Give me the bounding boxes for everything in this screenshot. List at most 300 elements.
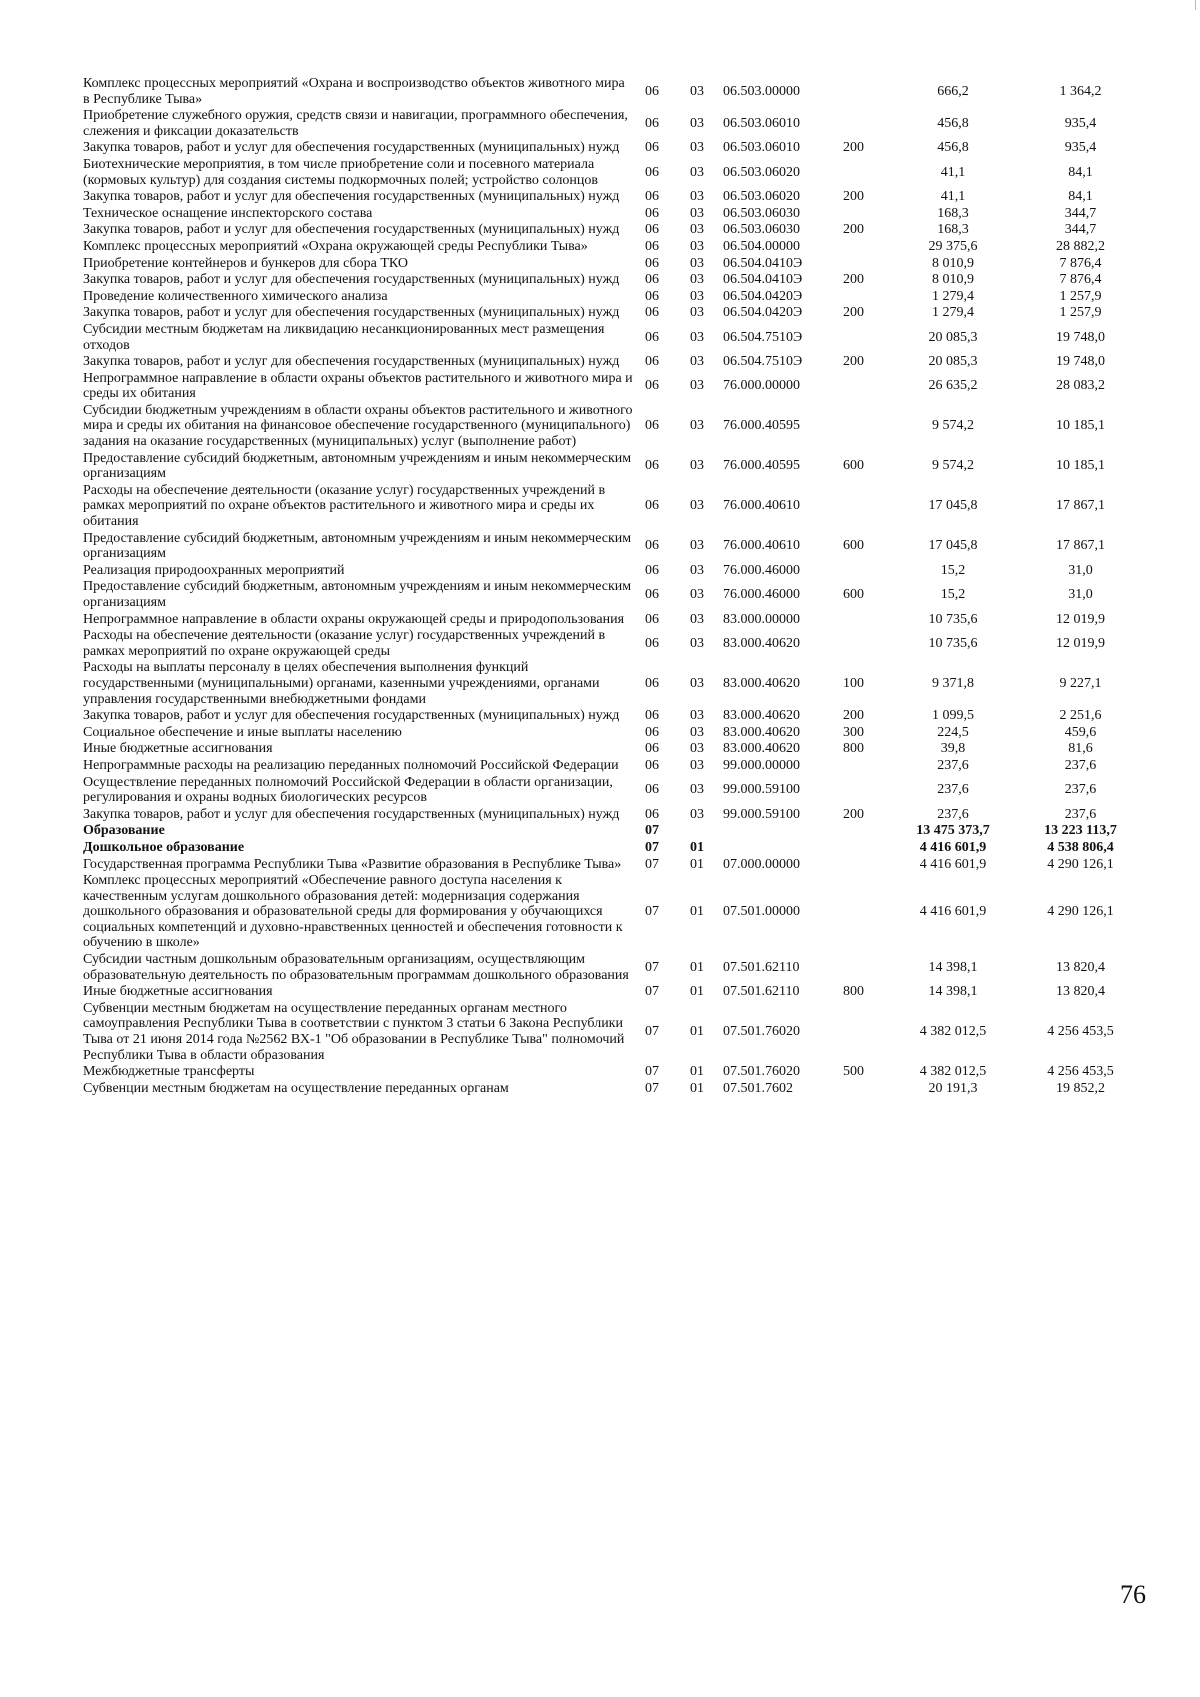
cell-target-article-code: 06.503.06020 — [723, 164, 800, 180]
cell-section-code: 06 — [645, 164, 659, 180]
cell-section-code: 06 — [645, 611, 659, 627]
cell-amount-year-1: 237,6 — [937, 782, 969, 798]
cell-amount-year-1: 666,2 — [937, 83, 969, 99]
table-row — [83, 403, 1148, 451]
cell-section-code: 06 — [645, 288, 659, 304]
cell-amount-year-2: 237,6 — [1064, 782, 1097, 798]
cell-amount-year-1: 456,8 — [937, 140, 969, 156]
cell-section-code: 06 — [645, 140, 659, 156]
cell-target-article-code: 76.000.40595 — [723, 418, 800, 434]
cell-section-code: 06 — [645, 205, 659, 221]
cell-amount-year-1: 20 191,3 — [928, 1080, 978, 1096]
cell-section-code: 07 — [645, 839, 659, 855]
table-row — [83, 823, 1148, 840]
cell-subsection-code: 03 — [690, 305, 704, 321]
cell-section-code: 07 — [645, 1080, 659, 1096]
cell-name: Непрограммное направление в области охраны окружающей среды и природопользования — [83, 611, 625, 627]
cell-amount-year-2: 31,0 — [1068, 587, 1093, 603]
cell-subsection-code: 01 — [690, 959, 704, 975]
cell-amount-year-1: 237,6 — [937, 757, 969, 773]
cell-name: Субвенции местным бюджетам на осуществление переданных органам местного самоуправления Республики Тыва в соответствии с пунктом 3 статьи 6 Закона Республики Тыва от 21 июня 2014 года №2562 ВХ-1 "Об образовании в Республике Тыва" полномочий Республики Тыва в области образования — [83, 1000, 625, 1063]
cell-amount-year-2: 935,4 — [1064, 115, 1097, 131]
cell-expense-type-code: 500 — [843, 1064, 864, 1080]
cell-name: Образование — [83, 823, 165, 839]
cell-target-article-code: 06.503.06010 — [723, 140, 800, 156]
cell-subsection-code: 03 — [690, 782, 704, 798]
cell-section-code: 06 — [645, 83, 659, 99]
cell-name: Осуществление переданных полномочий Российской Федерации в области организации, регулирования и охраны водных биологических ресурсов — [83, 774, 613, 806]
cell-amount-year-2: 13 223 113,7 — [1044, 823, 1117, 839]
table-row — [83, 531, 1148, 563]
cell-amount-year-2: 935,4 — [1064, 140, 1097, 156]
cell-expense-type-code: 200 — [843, 708, 864, 724]
cell-target-article-code: 06.503.06020 — [723, 189, 800, 205]
table-row — [83, 371, 1148, 403]
cell-target-article-code: 07.501.76020 — [723, 1064, 800, 1080]
table-row — [83, 708, 1148, 725]
cell-name: Иные бюджетные ассигнования — [83, 984, 273, 1000]
cell-amount-year-2: 13 820,4 — [1056, 959, 1105, 975]
cell-name: Комплекс процессных мероприятий «Обеспечение равного доступа населения к качественным услугам дошкольного образования детей: модернизация содержания дошкольного образования и образовательной среды для формирования у обучающихся социальных компетенций и духовно-нравственных ценностей и обеспечения готовности к обучению в школе» — [83, 873, 623, 951]
table-row — [83, 451, 1148, 483]
cell-name: Межбюджетные трансферты — [83, 1064, 255, 1080]
cell-name: Непрограммные расходы на реализацию переданных полномочий Российской Федерации — [83, 757, 619, 773]
cell-amount-year-2: 19 748,0 — [1056, 329, 1105, 345]
table-row — [83, 272, 1148, 289]
table-row — [83, 952, 1148, 984]
cell-amount-year-2: 237,6 — [1064, 757, 1097, 773]
cell-name: Закупка товаров, работ и услуг для обеспечения государственных (муниципальных) нужд — [83, 806, 620, 822]
cell-subsection-code: 03 — [690, 418, 704, 434]
cell-section-code: 06 — [645, 305, 659, 321]
cell-name: Субвенции местным бюджетам на осуществление переданных органам — [83, 1080, 509, 1096]
cell-name: Закупка товаров, работ и услуг для обеспечения государственных (муниципальных) нужд — [83, 222, 620, 238]
cell-amount-year-1: 20 085,3 — [928, 329, 978, 345]
cell-target-article-code: 99.000.59100 — [723, 806, 800, 822]
table-row — [83, 256, 1148, 273]
cell-subsection-code: 03 — [690, 538, 704, 554]
cell-amount-year-2: 81,6 — [1068, 741, 1093, 757]
cell-expense-type-code: 200 — [843, 354, 864, 370]
cell-amount-year-1: 41,1 — [940, 164, 966, 180]
budget-table — [83, 76, 1148, 1097]
cell-section-code: 06 — [645, 538, 659, 554]
cell-subsection-code: 03 — [690, 757, 704, 773]
cell-section-code: 07 — [645, 904, 659, 920]
table-row — [83, 741, 1148, 758]
cell-expense-type-code — [843, 857, 893, 874]
cell-section-code: 06 — [645, 635, 659, 651]
cell-subsection-code: 03 — [690, 724, 704, 740]
cell-amount-year-2: 4 256 453,5 — [1047, 1064, 1114, 1080]
table-row — [83, 1081, 1148, 1098]
cell-section-code: 06 — [645, 189, 659, 205]
cell-amount-year-2: 4 290 126,1 — [1047, 856, 1114, 872]
table-row — [83, 483, 1148, 531]
table-row — [83, 222, 1148, 239]
cell-expense-type-code — [843, 758, 893, 775]
cell-section-code: 06 — [645, 757, 659, 773]
cell-expense-type-code: 800 — [843, 741, 864, 757]
cell-name: Закупка товаров, работ и услуг для обеспечения государственных (муниципальных) нужд — [83, 708, 620, 724]
cell-name: Приобретение служебного оружия, средств связи и навигации, программного обеспечения, слежения и фиксации доказательств — [83, 108, 628, 139]
cell-target-article-code: 06.503.06010 — [723, 115, 800, 131]
cell-expense-type-code: 200 — [843, 222, 864, 238]
cell-amount-year-2: 17 867,1 — [1056, 538, 1105, 554]
cell-target-article-code: 07.000.00000 — [723, 856, 800, 872]
cell-name: Предоставление субсидий бюджетным, автономным учреждениям и иным некоммерческим организациям — [83, 579, 632, 610]
scan-mark — [1195, 0, 1196, 10]
cell-section-code: 06 — [645, 498, 659, 514]
cell-name: Комплекс процессных мероприятий «Охрана и воспроизводство объектов животного мира в Республике Тыва» — [83, 76, 625, 107]
cell-section-code: 06 — [645, 329, 659, 345]
cell-section-code: 06 — [645, 238, 659, 254]
cell-subsection-code: 03 — [690, 329, 704, 345]
cell-target-article-code: 07.501.7602 — [723, 1080, 793, 1096]
cell-target-article-code: 83.000.40620 — [723, 724, 800, 740]
cell-target-article-code: 06.504.0410Э — [723, 255, 803, 271]
cell-amount-year-1: 168,3 — [937, 205, 969, 221]
cell-target-article-code: 07.501.76020 — [723, 1024, 800, 1040]
table-row — [83, 984, 1148, 1001]
cell-subsection-code: 03 — [690, 562, 704, 578]
cell-amount-year-1: 39,8 — [940, 741, 966, 757]
cell-subsection-code: 01 — [690, 1024, 704, 1040]
cell-amount-year-2: 84,1 — [1068, 164, 1093, 180]
cell-name: Субсидии бюджетным учреждениям в области охраны объектов растительного и животного мира и среды их обитания на финансовое обеспечение государственного (муниципального) задания на оказание государственных (муниципальных) услуг (выполнение работ) — [83, 402, 633, 450]
cell-section-code: 06 — [645, 272, 659, 288]
table-row — [83, 612, 1148, 629]
table-row — [83, 354, 1148, 371]
cell-target-article-code: 06.503.00000 — [723, 83, 800, 99]
cell-amount-year-2: 84,1 — [1068, 189, 1093, 205]
cell-expense-type-code — [843, 952, 893, 984]
cell-name: Расходы на обеспечение деятельности (оказание услуг) государственных учреждений в рамках мероприятий по охране объектов растительного и животного мира и среды их обитания — [83, 482, 606, 530]
cell-target-article-code — [723, 840, 843, 857]
table-row — [83, 758, 1148, 775]
cell-name: Иные бюджетные ассигнования — [83, 741, 273, 757]
cell-section-code: 07 — [645, 823, 659, 839]
cell-subsection-code: 03 — [690, 205, 704, 221]
cell-amount-year-1: 9 574,2 — [932, 458, 974, 474]
cell-section-code: 06 — [645, 806, 659, 822]
cell-amount-year-1: 224,5 — [937, 724, 969, 740]
cell-name: Биотехнические мероприятия, в том числе приобретение соли и посевного материала (кормовых культур) для создания системы подкормочных полей; устройство солонцов — [83, 156, 599, 188]
cell-subsection-code: 03 — [690, 164, 704, 180]
cell-amount-year-1: 13 475 373,7 — [916, 823, 990, 839]
cell-target-article-code: 83.000.40620 — [723, 635, 800, 651]
cell-name: Реализация природоохранных мероприятий — [83, 562, 345, 578]
cell-amount-year-1: 17 045,8 — [928, 538, 978, 554]
table-row — [83, 660, 1148, 708]
cell-expense-type-code — [843, 483, 893, 531]
table-row — [83, 157, 1148, 189]
cell-subsection-code — [671, 823, 723, 840]
table-row — [83, 807, 1148, 824]
cell-amount-year-2: 19 852,2 — [1056, 1080, 1105, 1096]
cell-target-article-code: 99.000.00000 — [723, 757, 800, 773]
table-row — [83, 305, 1148, 322]
cell-subsection-code: 01 — [690, 856, 704, 872]
cell-amount-year-1: 15,2 — [940, 587, 966, 603]
cell-expense-type-code — [843, 322, 893, 354]
cell-amount-year-2: 28 882,2 — [1056, 238, 1105, 254]
cell-amount-year-1: 8 010,9 — [932, 272, 974, 288]
cell-amount-year-1: 41,1 — [940, 189, 966, 205]
cell-amount-year-1: 4 382 012,5 — [919, 1024, 987, 1040]
cell-amount-year-2: 10 185,1 — [1056, 418, 1105, 434]
cell-name: Предоставление субсидий бюджетным, автономным учреждениям и иным некоммерческим организациям — [83, 530, 632, 562]
cell-section-code: 06 — [645, 782, 659, 798]
cell-amount-year-2: 2 251,6 — [1059, 708, 1102, 724]
cell-expense-type-code — [843, 239, 893, 256]
cell-amount-year-1: 1 279,4 — [932, 288, 974, 304]
cell-target-article-code: 76.000.40595 — [723, 458, 800, 474]
cell-amount-year-1: 20 085,3 — [928, 354, 978, 370]
cell-subsection-code: 03 — [690, 189, 704, 205]
cell-amount-year-2: 4 256 453,5 — [1047, 1024, 1114, 1040]
table-row — [83, 76, 1148, 108]
cell-amount-year-2: 4 538 806,4 — [1047, 839, 1114, 855]
cell-target-article-code: 06.503.06030 — [723, 222, 800, 238]
cell-expense-type-code — [843, 157, 893, 189]
cell-expense-type-code — [843, 371, 893, 403]
cell-amount-year-1: 10 735,6 — [928, 611, 978, 627]
cell-target-article-code: 83.000.00000 — [723, 611, 800, 627]
cell-expense-type-code — [843, 108, 893, 140]
cell-amount-year-2: 28 083,2 — [1056, 378, 1105, 394]
cell-target-article-code: 83.000.40620 — [723, 708, 800, 724]
cell-amount-year-1: 14 398,1 — [928, 959, 978, 975]
cell-target-article-code: 06.504.0410Э — [723, 272, 803, 288]
page-number: 76 — [1120, 1580, 1146, 1609]
table-row — [83, 628, 1148, 660]
cell-name: Закупка товаров, работ и услуг для обеспечения государственных (муниципальных) нужд — [83, 140, 620, 156]
cell-amount-year-1: 9 574,2 — [932, 418, 974, 434]
table-row — [83, 289, 1148, 306]
cell-amount-year-2: 7 876,4 — [1059, 255, 1102, 271]
cell-section-code: 06 — [645, 255, 659, 271]
table-row — [83, 239, 1148, 256]
cell-amount-year-1: 17 045,8 — [928, 498, 978, 514]
cell-subsection-code: 01 — [690, 984, 704, 1000]
cell-expense-type-code — [843, 628, 893, 660]
cell-expense-type-code — [843, 256, 893, 273]
cell-expense-type-code: 600 — [843, 458, 864, 474]
cell-subsection-code: 03 — [690, 140, 704, 156]
cell-subsection-code: 03 — [690, 255, 704, 271]
cell-target-article-code: 06.504.0420Э — [723, 305, 803, 321]
cell-amount-year-1: 15,2 — [940, 562, 966, 578]
cell-name: Дошкольное образование — [83, 839, 245, 855]
cell-target-article-code: 99.000.59100 — [723, 782, 800, 798]
cell-expense-type-code: 800 — [843, 984, 864, 1000]
cell-section-code: 06 — [645, 458, 659, 474]
cell-section-code: 06 — [645, 378, 659, 394]
cell-name: Закупка товаров, работ и услуг для обеспечения государственных (муниципальных) нужд — [83, 305, 620, 321]
cell-subsection-code: 03 — [690, 354, 704, 370]
cell-amount-year-1: 9 371,8 — [932, 675, 974, 691]
cell-target-article-code: 76.000.46000 — [723, 562, 800, 578]
cell-amount-year-1: 1 099,5 — [932, 708, 974, 724]
cell-name: Закупка товаров, работ и услуг для обеспечения государственных (муниципальных) нужд — [83, 189, 620, 205]
cell-target-article-code — [723, 823, 843, 840]
cell-amount-year-1: 4 416 601,9 — [919, 856, 987, 872]
cell-subsection-code: 03 — [690, 498, 704, 514]
cell-target-article-code: 07.501.00000 — [723, 904, 800, 920]
cell-amount-year-2: 459,6 — [1064, 724, 1097, 740]
table-row — [83, 1001, 1148, 1064]
cell-subsection-code: 03 — [690, 238, 704, 254]
cell-target-article-code: 06.504.7510Э — [723, 354, 803, 370]
cell-target-article-code: 06.503.06030 — [723, 205, 800, 221]
cell-expense-type-code — [843, 1081, 893, 1098]
cell-name: Проведение количественного химического анализа — [83, 288, 388, 304]
cell-subsection-code: 03 — [690, 222, 704, 238]
cell-amount-year-2: 12 019,9 — [1056, 635, 1105, 651]
cell-name: Закупка товаров, работ и услуг для обеспечения государственных (муниципальных) нужд — [83, 272, 620, 288]
cell-subsection-code: 03 — [690, 741, 704, 757]
cell-target-article-code: 07.501.62110 — [723, 959, 800, 975]
cell-target-article-code: 06.504.7510Э — [723, 329, 803, 345]
cell-amount-year-1: 8 010,9 — [932, 255, 974, 271]
budget-table-body — [83, 76, 1148, 1097]
cell-amount-year-2: 1 364,2 — [1059, 83, 1102, 99]
cell-amount-year-1: 4 416 601,9 — [919, 839, 987, 855]
cell-name: Расходы на обеспечение деятельности (оказание услуг) государственных учреждений в рамках мероприятий по охране окружающей среды — [83, 628, 606, 659]
table-row — [83, 322, 1148, 354]
cell-amount-year-2: 1 257,9 — [1059, 288, 1102, 304]
cell-section-code: 06 — [645, 418, 659, 434]
cell-amount-year-2: 12 019,9 — [1056, 611, 1105, 627]
cell-name: Расходы на выплаты персоналу в целях обеспечения выполнения функций государственными (муниципальными) органами, казенными учреждениями, органами управления государственными внебюджетными фондами — [83, 660, 600, 707]
cell-expense-type-code — [843, 612, 893, 629]
cell-name: Непрограммное направление в области охраны объектов растительного и животного мира и среды их обитания — [83, 370, 633, 402]
cell-subsection-code: 03 — [690, 272, 704, 288]
cell-amount-year-1: 10 735,6 — [928, 635, 978, 651]
cell-section-code: 06 — [645, 222, 659, 238]
cell-amount-year-2: 13 820,4 — [1056, 984, 1105, 1000]
cell-target-article-code: 06.504.00000 — [723, 238, 800, 254]
cell-expense-type-code: 300 — [843, 724, 864, 740]
cell-expense-type-code: 200 — [843, 189, 864, 205]
table-row — [83, 725, 1148, 742]
cell-name: Субсидии частным дошкольным образовательным организациям, осуществляющим образовательную деятельность по образовательным программам дошкольного образования — [83, 952, 629, 983]
table-row — [83, 140, 1148, 157]
cell-subsection-code: 03 — [690, 635, 704, 651]
cell-expense-type-code — [843, 563, 893, 580]
cell-subsection-code: 03 — [690, 378, 704, 394]
cell-target-article-code: 83.000.40620 — [723, 675, 800, 691]
cell-amount-year-2: 1 257,9 — [1059, 305, 1102, 321]
cell-amount-year-1: 4 382 012,5 — [919, 1064, 987, 1080]
cell-subsection-code: 03 — [690, 611, 704, 627]
cell-amount-year-2: 9 227,1 — [1059, 675, 1102, 691]
cell-name: Закупка товаров, работ и услуг для обеспечения государственных (муниципальных) нужд — [83, 354, 620, 370]
cell-section-code: 06 — [645, 675, 659, 691]
cell-expense-type-code — [843, 403, 893, 451]
cell-expense-type-code: 200 — [843, 806, 864, 822]
cell-name: Предоставление субсидий бюджетным, автономным учреждениям и иным некоммерческим организациям — [83, 450, 632, 482]
cell-name: Комплекс процессных мероприятий «Охрана окружающей среды Республики Тыва» — [83, 238, 588, 254]
cell-amount-year-1: 237,6 — [937, 806, 969, 822]
cell-amount-year-2: 17 867,1 — [1056, 498, 1105, 514]
cell-amount-year-1: 1 279,4 — [932, 305, 974, 321]
cell-target-article-code: 06.504.0420Э — [723, 288, 803, 304]
cell-subsection-code: 03 — [690, 458, 704, 474]
table-row — [83, 857, 1148, 874]
cell-expense-type-code: 600 — [843, 587, 864, 603]
cell-amount-year-2: 237,6 — [1064, 806, 1097, 822]
cell-amount-year-1: 29 375,6 — [928, 238, 978, 254]
cell-name: Приобретение контейнеров и бункеров для сбора ТКО — [83, 255, 408, 271]
cell-section-code: 06 — [645, 354, 659, 370]
table-row — [83, 1064, 1148, 1081]
cell-amount-year-1: 26 635,2 — [928, 378, 978, 394]
cell-target-article-code: 07.501.62110 — [723, 984, 800, 1000]
cell-subsection-code: 01 — [690, 904, 704, 920]
cell-amount-year-1: 456,8 — [937, 115, 969, 131]
cell-expense-type-code — [843, 289, 893, 306]
cell-subsection-code: 03 — [690, 587, 704, 603]
cell-section-code: 06 — [645, 708, 659, 724]
cell-section-code: 06 — [645, 724, 659, 740]
cell-name: Техническое оснащение инспекторского состава — [83, 205, 373, 221]
table-row — [83, 563, 1148, 580]
cell-subsection-code: 03 — [690, 675, 704, 691]
cell-section-code: 07 — [645, 856, 659, 872]
cell-expense-type-code — [843, 206, 893, 223]
cell-target-article-code: 76.000.40610 — [723, 498, 800, 514]
cell-subsection-code: 03 — [690, 83, 704, 99]
cell-subsection-code: 01 — [690, 1080, 704, 1096]
cell-amount-year-2: 344,7 — [1064, 205, 1097, 221]
cell-subsection-code: 01 — [690, 1064, 704, 1080]
cell-name: Социальное обеспечение и иные выплаты населению — [83, 724, 402, 740]
cell-amount-year-2: 10 185,1 — [1056, 458, 1105, 474]
table-row — [83, 873, 1148, 952]
cell-target-article-code: 76.000.00000 — [723, 378, 800, 394]
cell-expense-type-code — [843, 1001, 893, 1064]
cell-subsection-code: 03 — [690, 708, 704, 724]
cell-target-article-code: 76.000.40610 — [723, 538, 800, 554]
cell-target-article-code: 83.000.40620 — [723, 741, 800, 757]
cell-section-code: 06 — [645, 741, 659, 757]
table-row — [83, 579, 1148, 611]
cell-expense-type-code: 200 — [843, 272, 864, 288]
cell-target-article-code: 76.000.46000 — [723, 587, 800, 603]
table-row — [83, 108, 1148, 140]
cell-amount-year-2: 31,0 — [1068, 562, 1093, 578]
cell-expense-type-code — [843, 775, 893, 807]
cell-expense-type-code: 600 — [843, 538, 864, 554]
cell-section-code: 06 — [645, 115, 659, 131]
cell-section-code: 07 — [645, 959, 659, 975]
table-row — [83, 840, 1148, 857]
cell-section-code: 07 — [645, 984, 659, 1000]
cell-amount-year-2: 7 876,4 — [1059, 272, 1102, 288]
table-row — [83, 775, 1148, 807]
cell-amount-year-1: 14 398,1 — [928, 984, 978, 1000]
cell-section-code: 07 — [645, 1064, 659, 1080]
cell-expense-type-code — [843, 76, 893, 108]
cell-section-code: 07 — [645, 1024, 659, 1040]
cell-expense-type-code: 100 — [843, 675, 864, 691]
cell-subsection-code: 01 — [690, 839, 704, 855]
cell-expense-type-code — [843, 840, 893, 857]
cell-amount-year-2: 344,7 — [1064, 222, 1097, 238]
cell-section-code: 06 — [645, 587, 659, 603]
